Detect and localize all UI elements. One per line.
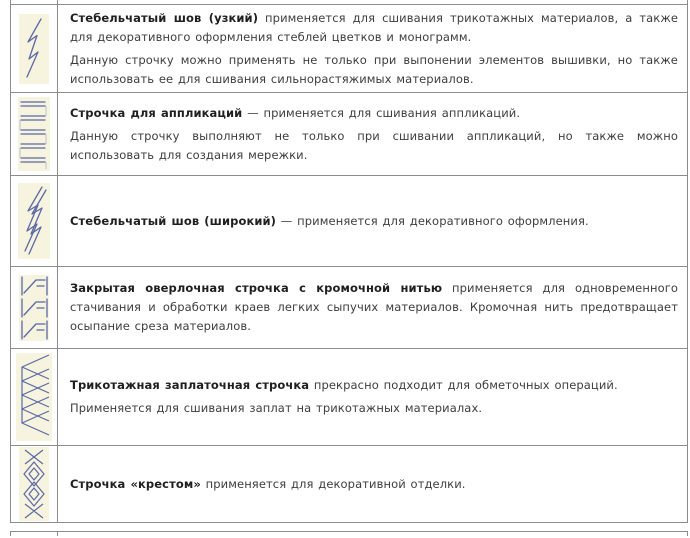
stitch-description-paragraph bbox=[70, 376, 678, 395]
table-row bbox=[10, 176, 688, 267]
stitch-description-cell bbox=[58, 446, 687, 522]
stitch-description-paragraph bbox=[70, 104, 678, 123]
stitch-name-bold: Закрытая оверлочная строчка с кромочной нитью bbox=[70, 281, 443, 295]
stitch-description-paragraph bbox=[70, 127, 678, 165]
table-row bbox=[10, 446, 688, 523]
stitch-description-text: — применяется для декоративного оформления. bbox=[276, 213, 589, 228]
applique-stitch-icon bbox=[18, 97, 50, 171]
stitch-name-bold: Строчка для аппликаций bbox=[70, 105, 243, 120]
table-row-partial-bottom bbox=[10, 531, 688, 536]
stitch-description-paragraph bbox=[70, 212, 678, 231]
cross-stitch-icon bbox=[19, 447, 49, 521]
stitch-description-cell bbox=[58, 267, 687, 348]
stitch-description-paragraph bbox=[70, 475, 678, 494]
stitch-description-text: применяется для декоративной отделки. bbox=[200, 476, 466, 491]
stitch-description-cell bbox=[58, 5, 687, 92]
stitch-icon-cell bbox=[11, 0, 58, 4]
closed-overlock-stitch-icon bbox=[19, 275, 49, 341]
stitch-description-paragraph bbox=[70, 279, 678, 336]
stitch-icon-cell bbox=[11, 176, 58, 266]
stitch-description-text: Применяется для сшивания заплат на трикотажных материалах. bbox=[70, 401, 483, 415]
stitch-description-text: Данную строчку можно применять не только при выпонении элементов вышивки, но также использовать ее для сшивания сильнорастяжимых материалов. bbox=[70, 52, 678, 86]
stitch-description-text: — применяется для сшивания аппликаций. bbox=[242, 105, 521, 120]
stitch-description-text: прекрасно подходит для обметочных операций. bbox=[309, 378, 618, 392]
stitch-description-cell bbox=[58, 176, 687, 266]
stitch-icon-cell bbox=[11, 267, 58, 348]
stitch-name-bold: Стебельчатый шов (узкий) bbox=[70, 10, 259, 25]
stitch-name-bold: Строчка «крестом» bbox=[70, 476, 201, 491]
stitch-table bbox=[10, 0, 688, 536]
stitch-icon-cell bbox=[11, 5, 58, 92]
stitch-description-cell bbox=[58, 349, 687, 445]
stitch-table-body bbox=[10, 5, 688, 523]
stitch-name-bold: Трикотажная заплаточная строчка bbox=[70, 378, 310, 392]
stitch-description-text: Данную строчку выполняют не только при сшивании аппликаций, но также можно использовать для создания мережки. bbox=[70, 128, 678, 162]
stitch-description-cell bbox=[58, 532, 687, 538]
stem-stitch-wide-icon bbox=[18, 183, 50, 259]
stitch-description-paragraph bbox=[70, 399, 678, 418]
stitch-description-cell bbox=[58, 93, 687, 175]
stitch-name-bold: Стебельчатый шов (широкий) bbox=[70, 213, 277, 228]
knit-patch-stitch-icon bbox=[16, 353, 52, 441]
stitch-description-paragraph bbox=[70, 51, 678, 89]
stem-stitch-narrow-icon bbox=[19, 14, 49, 84]
table-row bbox=[10, 93, 688, 176]
stitch-description-text: применяется для сшивания трикотажных материалов, а также для декоративного оформления стеблей цветков и монограмм. bbox=[70, 10, 678, 44]
table-row bbox=[10, 5, 688, 93]
stitch-description-text: применяется для одновременного стачивания и обработки краев легких сыпучих материалов. Кромочная нить предотвращает осыпание среза материалов. bbox=[70, 281, 678, 333]
stitch-icon-cell bbox=[11, 93, 58, 175]
table-row bbox=[10, 267, 688, 349]
stitch-icon-cell bbox=[11, 349, 58, 445]
stitch-description-paragraph bbox=[70, 9, 678, 47]
stitch-icon-cell bbox=[11, 446, 58, 522]
stitch-icon-cell bbox=[11, 532, 58, 536]
table-row bbox=[10, 349, 688, 446]
